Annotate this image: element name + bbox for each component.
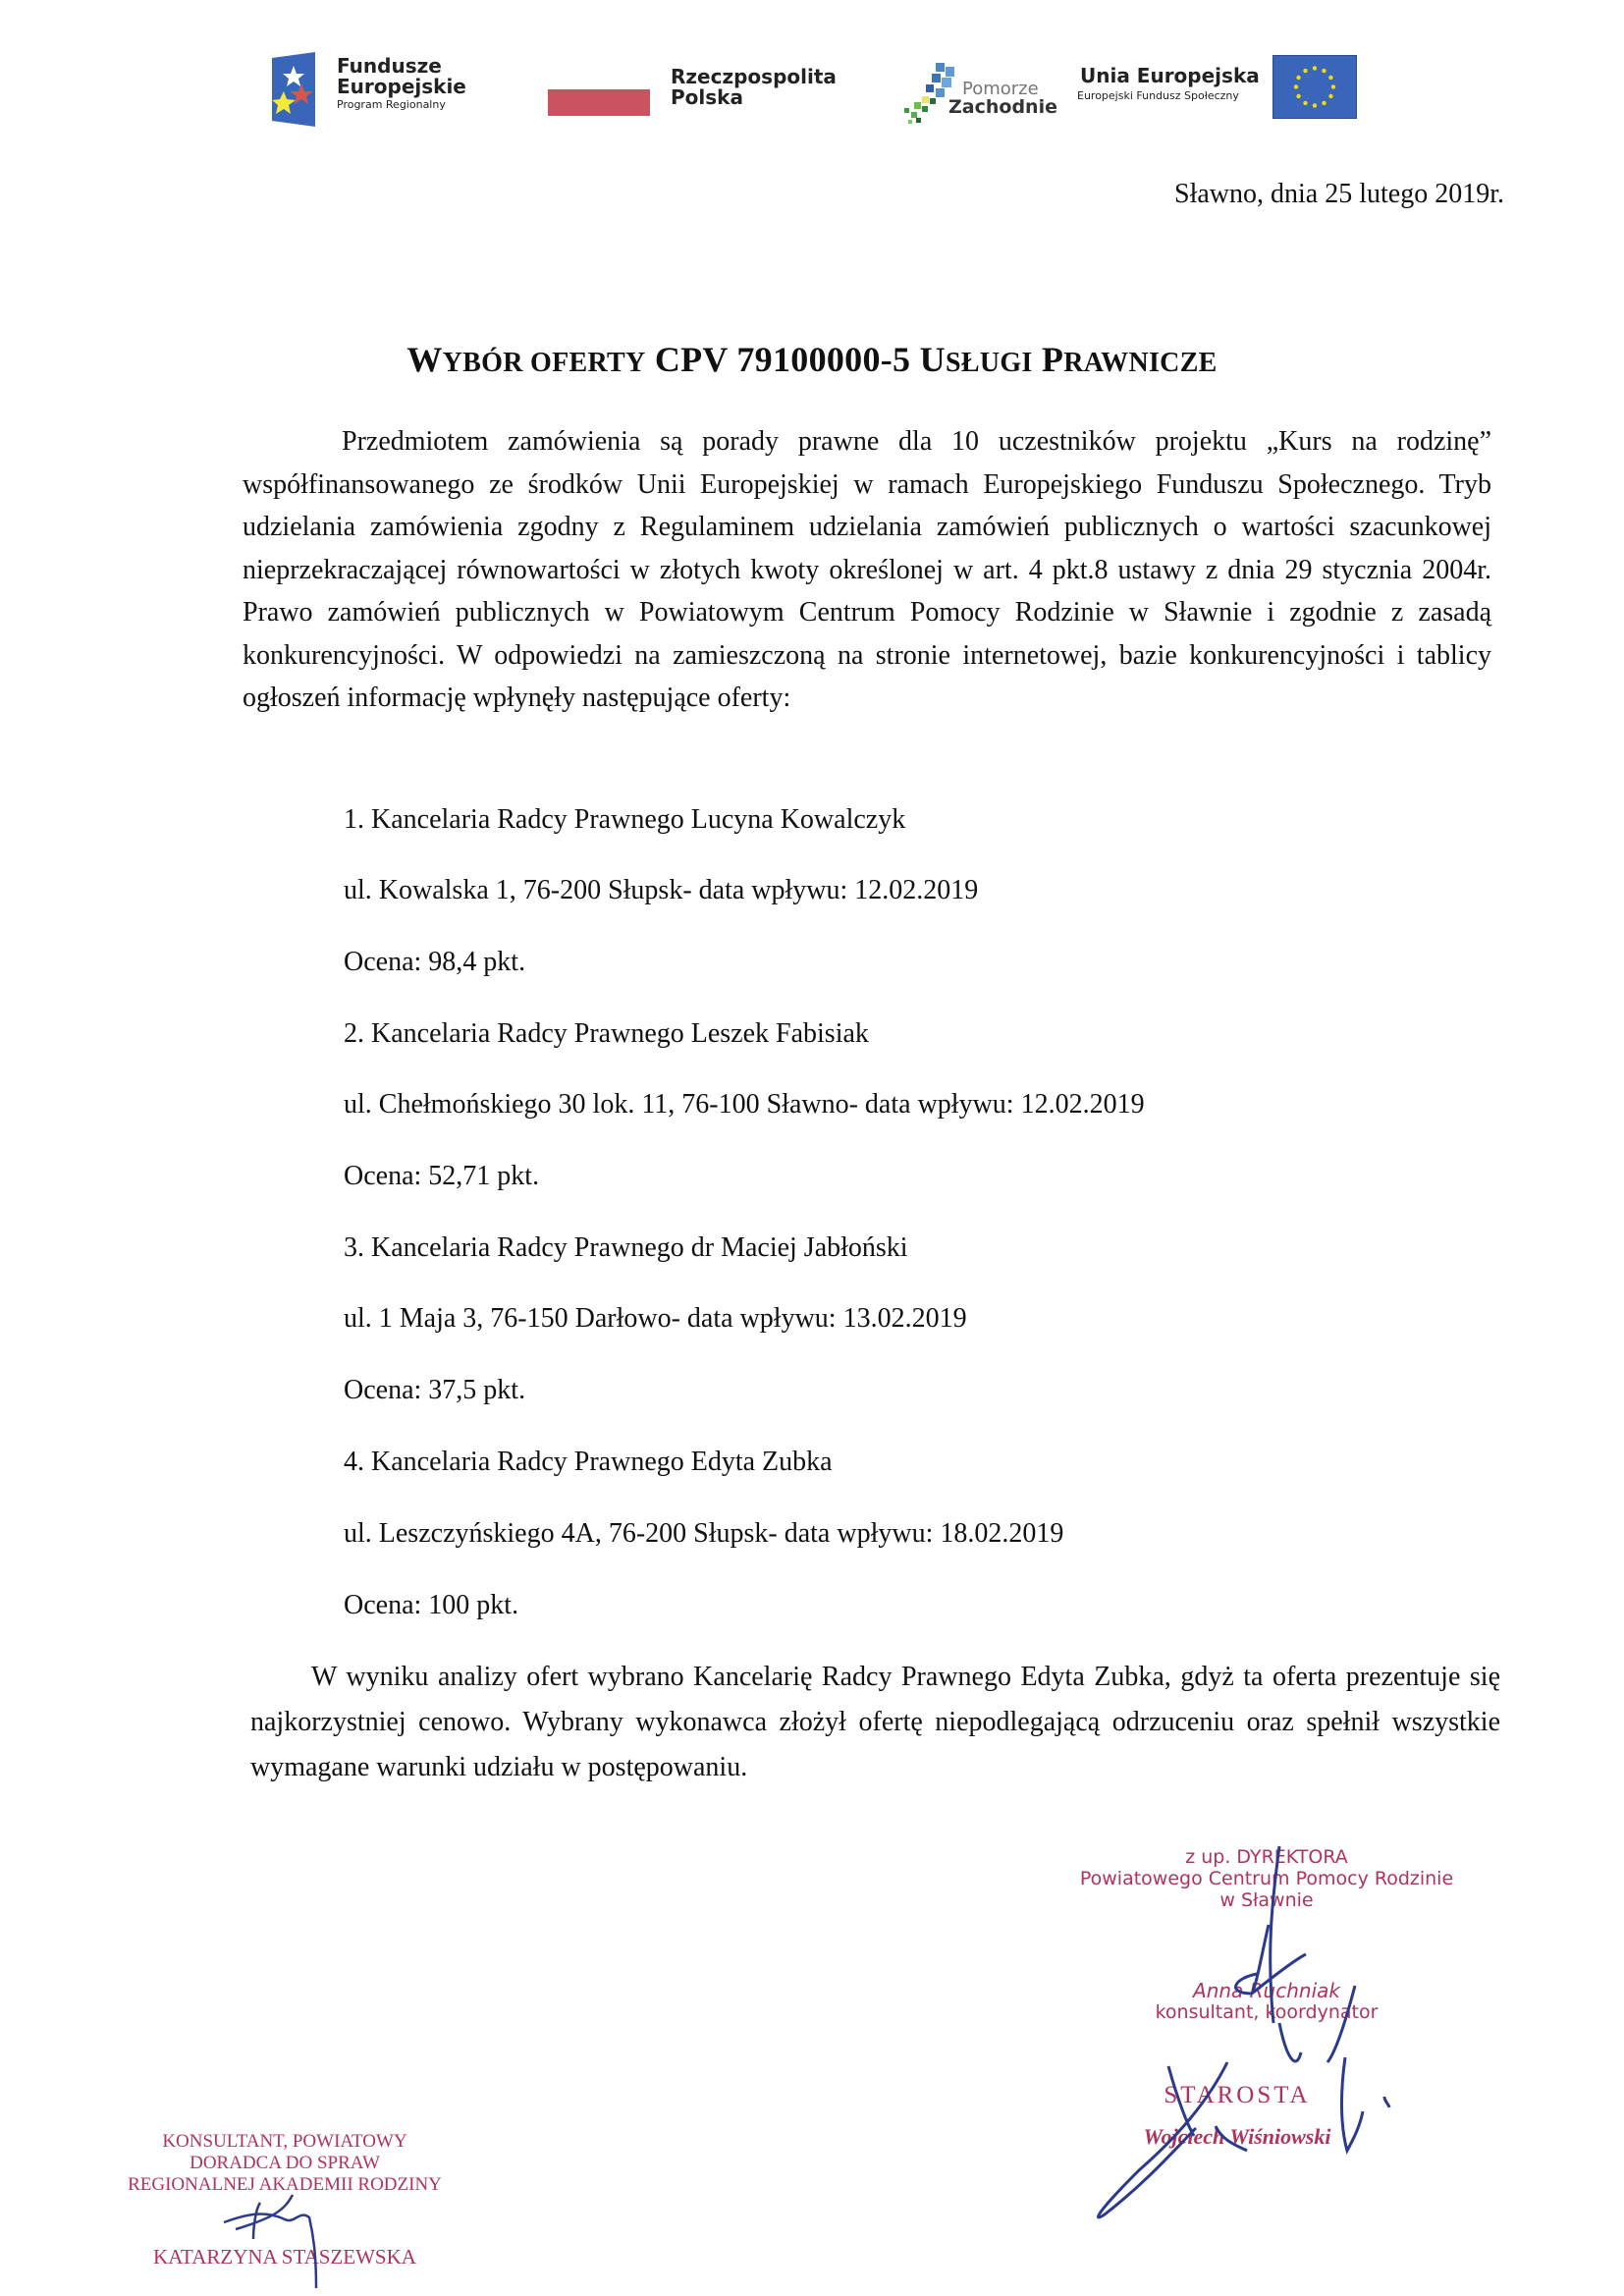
- offer-score: Ocena: 98,4 pkt.: [344, 947, 526, 977]
- offer-address: ul. Chełmońskiego 30 lok. 11, 76-100 Sławno- data wpływu: 12.02.2019: [344, 1089, 1145, 1120]
- offer-score: Ocena: 37,5 pkt.: [344, 1375, 526, 1405]
- fundusze-subtitle: Program Regionalny: [337, 98, 446, 111]
- coordinator-role: konsultant, koordynator: [1155, 2001, 1379, 2023]
- director-stamp: [1011, 1846, 1522, 1911]
- rp-line2: Polska: [671, 85, 743, 109]
- eu-star-icon: [1322, 69, 1326, 73]
- offer-address: ul. Kowalska 1, 76-200 Słupsk- data wpływu: 12.02.2019: [344, 875, 979, 905]
- consultant-stamp-name: KATARZYNA STASZEWSKA: [153, 2245, 416, 2269]
- eu-star-icon: [1328, 76, 1332, 80]
- offer-name: 3. Kancelaria Radcy Prawnego dr Maciej Jabłoński: [344, 1232, 908, 1263]
- conclusion-paragraph: W wyniku analizy ofert wybrano Kancelarię Radcy Prawnego Edyta Zubka, gdyż ta oferta prezentuje się najkorzystniej cenowo. Wybrany wykonawca złożył ofertę niepodlegającą odrzuceniu oraz spełnił wszystkie wymagane warunki udziału w postępowaniu.: [250, 1662, 1500, 1782]
- director-stamp-line3: w Sławnie: [1219, 1889, 1314, 1911]
- eu-star-icon: [1331, 84, 1335, 88]
- eu-star-icon: [1303, 69, 1307, 73]
- eu-star-icon: [1328, 94, 1332, 98]
- offer-address: ul. Leszczyńskiego 4A, 76-200 Słupsk- data wpływu: 18.02.2019: [344, 1518, 1064, 1549]
- offer-name: 2. Kancelaria Radcy Prawnego Leszek Fabisiak: [344, 1018, 869, 1049]
- coordinator-name: Anna Ruchniak: [1193, 1979, 1340, 2002]
- director-stamp-line2: Powiatowego Centrum Pomocy Rodzinie: [1079, 1868, 1454, 1889]
- eu-star-icon: [1296, 76, 1300, 80]
- ue-logo-subtitle: Europejski Fundusz Społeczny: [1077, 89, 1239, 102]
- polish-flag-bar-icon: [548, 89, 650, 116]
- eu-star-icon: [1296, 94, 1300, 98]
- offer-address: ul. 1 Maja 3, 76-150 Darłowo- data wpływu: 13.02.2019: [344, 1303, 967, 1334]
- consultant-stamp-line3: REGIONALNEJ AKADEMII RODZINY: [128, 2174, 442, 2195]
- consultant-stamp-line2: DORADCA DO SPRAW: [189, 2153, 380, 2173]
- title-part: YBÓR OFERTY: [442, 348, 646, 378]
- signature-consultant-icon: [224, 2195, 316, 2288]
- title-part: SŁUGI: [945, 348, 1033, 378]
- starosta-stamp-title: STAROSTA: [1164, 2082, 1311, 2108]
- rp-line1: Rzeczpospolita: [671, 65, 837, 88]
- offer-score: Ocena: 52,71 pkt.: [344, 1161, 540, 1191]
- eu-star-icon: [1322, 101, 1326, 105]
- fundusze-europejskie-logo-icon: [272, 52, 315, 127]
- eu-star-icon: [1303, 101, 1307, 105]
- title-part: U: [919, 340, 946, 379]
- offer-score: Ocena: 100 pkt.: [344, 1590, 519, 1620]
- eu-flag-icon: [1272, 55, 1357, 119]
- title-part: W: [406, 340, 443, 379]
- eu-star-icon: [1313, 103, 1317, 107]
- consultant-stamp-line1: KONSULTANT, POWIATOWY: [162, 2131, 407, 2152]
- consultant-stamp: [98, 2131, 471, 2196]
- rp-logo-title: [671, 67, 837, 108]
- offer-name: 4. Kancelaria Radcy Prawnego Edyta Zubka: [344, 1447, 833, 1477]
- offer-name: 1. Kancelaria Radcy Prawnego Lucyna Kowalczyk: [344, 804, 906, 835]
- fundusze-line2: Europejskie: [337, 75, 466, 98]
- ue-logo-title: Unia Europejska: [1080, 64, 1260, 87]
- director-stamp-line1: z up. DYREKTORA: [1185, 1846, 1348, 1868]
- document-title: [0, 339, 1624, 380]
- fundusze-line1: Fundusze: [337, 54, 442, 78]
- document-date: Sławno, dnia 25 lutego 2019r.: [1174, 179, 1504, 209]
- fundusze-logo-title: [337, 56, 466, 97]
- pomorze-line1: Pomorze: [962, 79, 1039, 99]
- title-part: P: [1032, 340, 1064, 379]
- intro-paragraph: Przedmiotem zamówienia są porady prawne dla 10 uczestników projektu „Kurs na rodzinę” współfinansowanego ze środków Unii Europejskiej w ramach Europejskiego Funduszu Społecznego. Tryb udzielania zamówienia zgodny z Regulaminem udzielania zamówień publicznych o wartości szacunkowej nieprzekraczającej równowartości w złotych kwoty określonej w art. 4 pkt.8 ustawy z dnia 29 stycznia 2004r. Prawo zamówień publicznych w Powiatowym Centrum Pomocy Rodzinie w Sławnie i zgodnie z zasadą konkurencyjności. W odpowiedzi na zamieszczoną na stronie internetowej, bazie konkurencyjności i tablicy ogłoszeń informację wpłynęły następujące oferty:: [243, 426, 1491, 713]
- title-part: RAWNICZE: [1063, 348, 1218, 378]
- eu-star-icon: [1313, 66, 1317, 70]
- eu-star-icon: [1294, 84, 1298, 88]
- title-part: CPV 79100000-5: [645, 340, 920, 379]
- starosta-stamp-name: Wojciech Wiśniowski: [1143, 2124, 1331, 2149]
- pomorze-line2: Zachodnie: [948, 96, 1057, 118]
- coordinator-stamp: [1011, 1980, 1522, 2023]
